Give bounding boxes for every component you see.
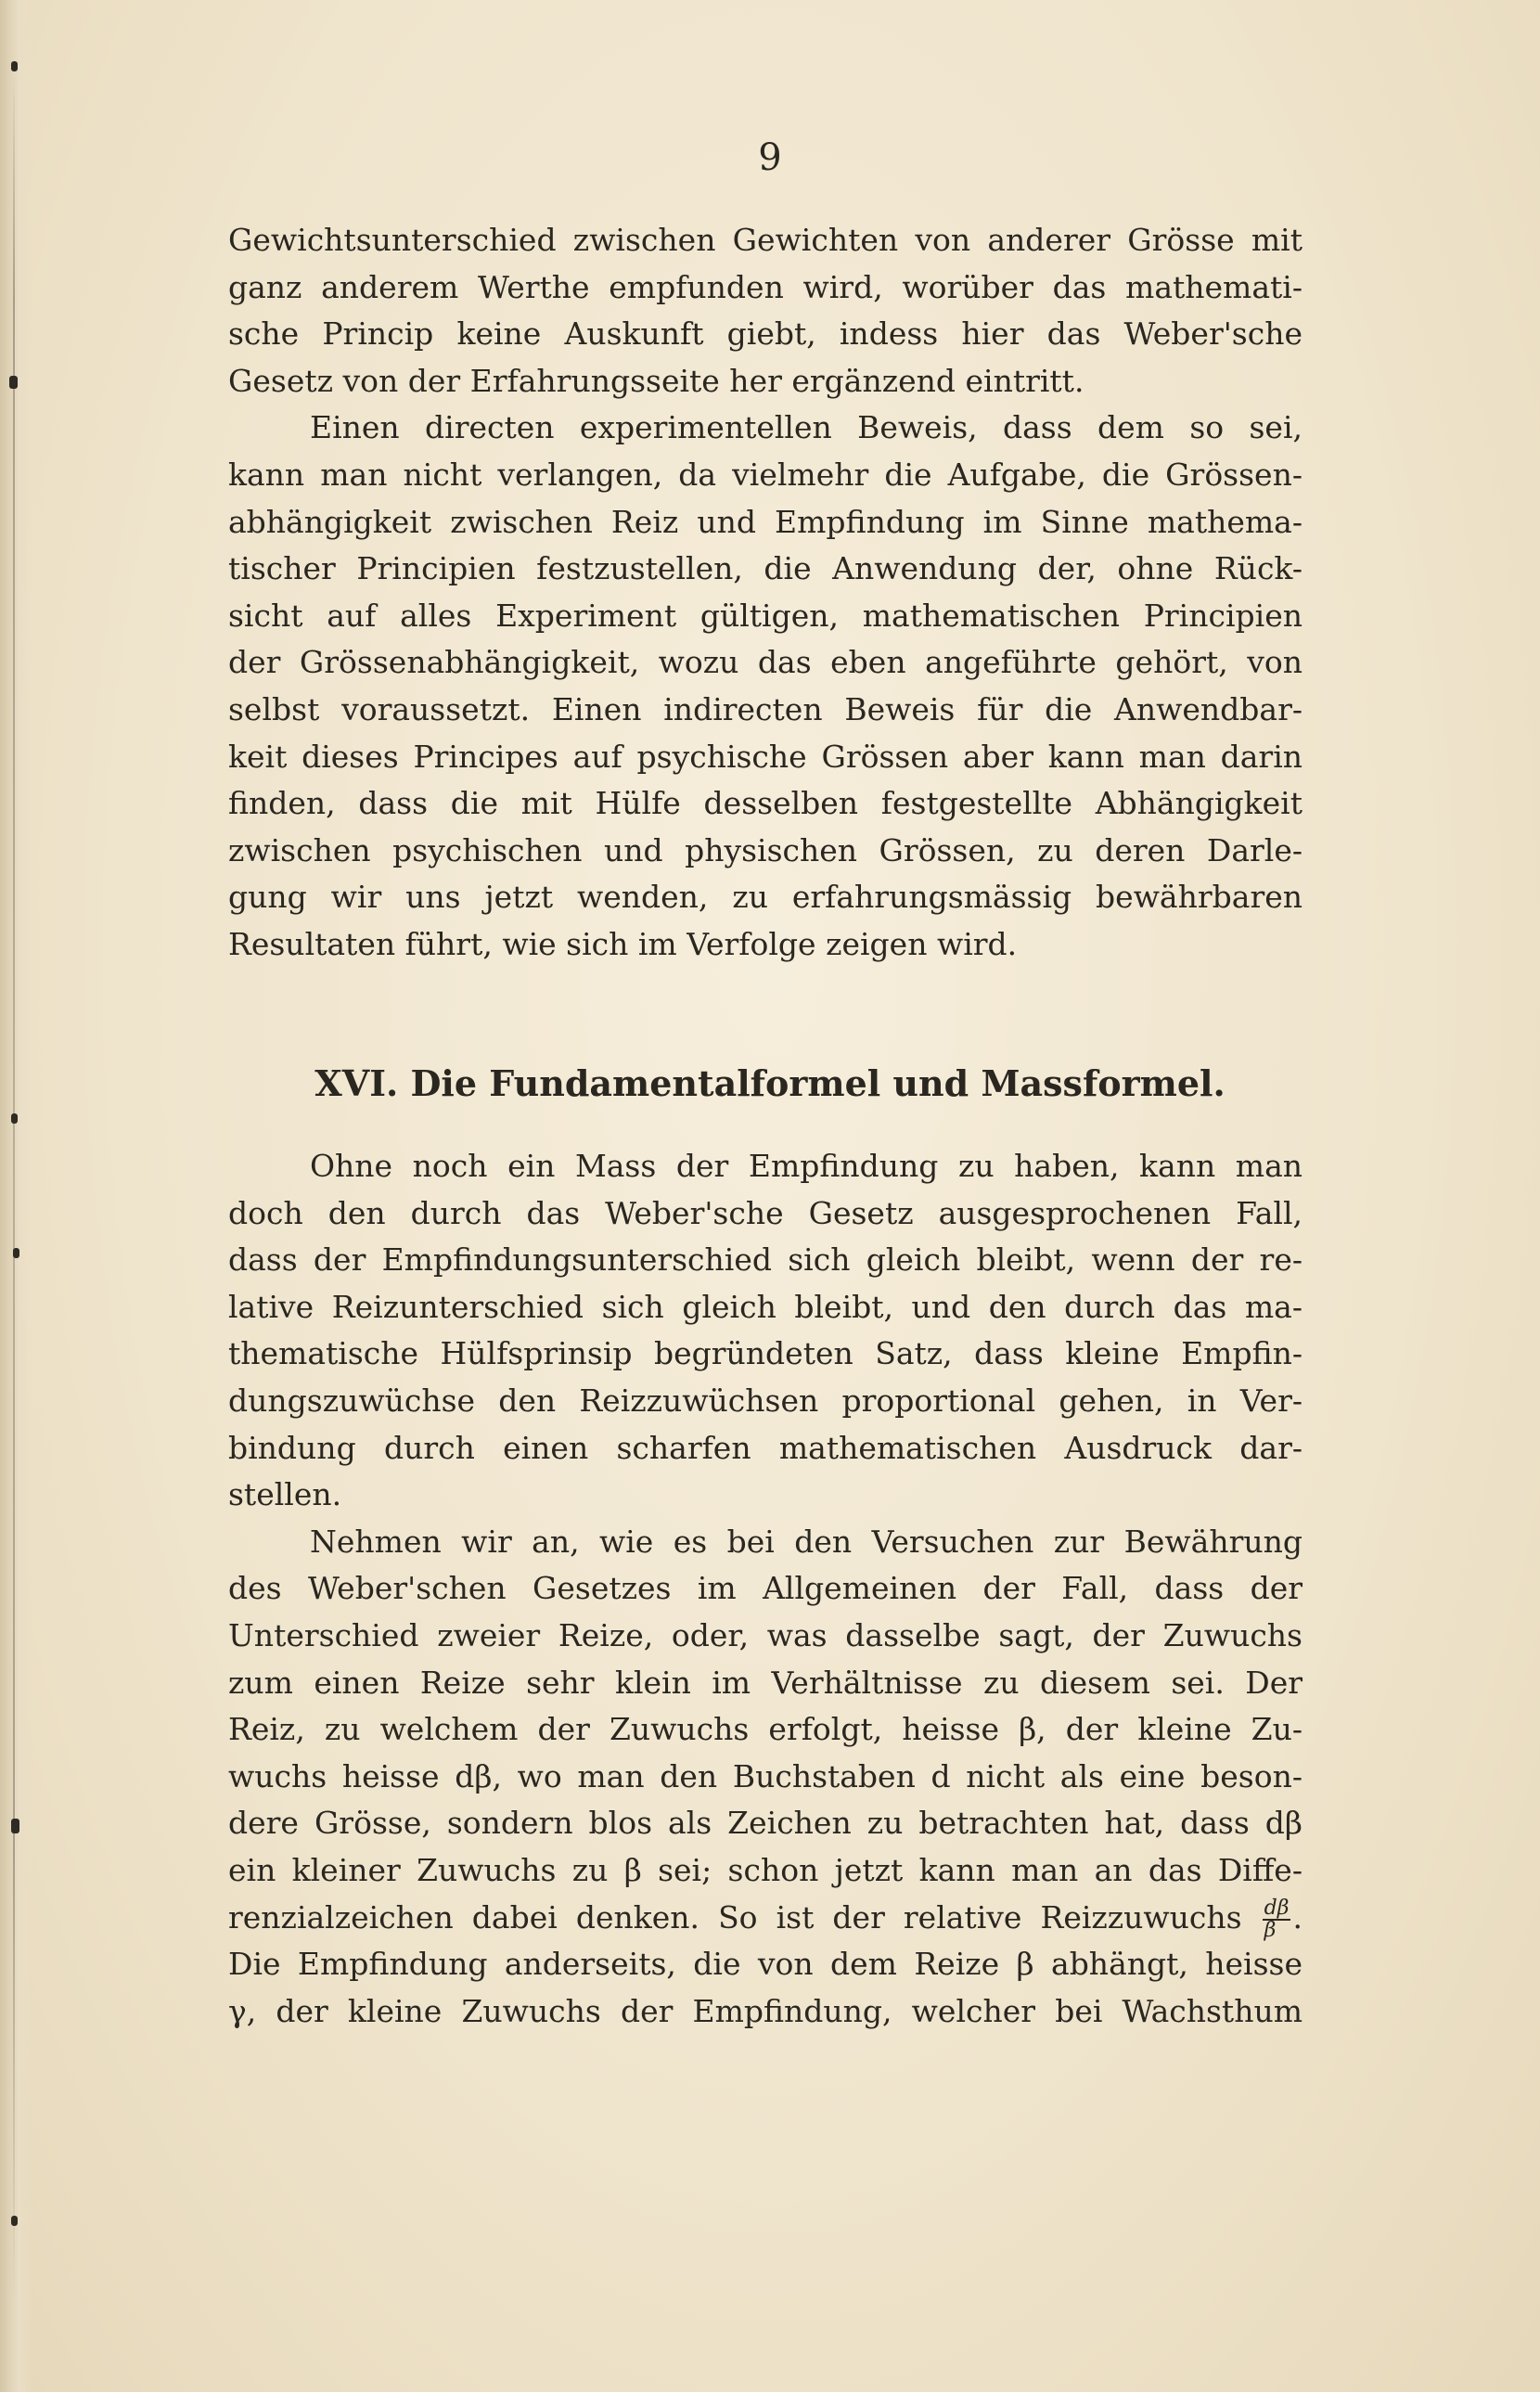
text-line: gung wir uns jetzt wenden, zu erfahrungsmässig bewährbaren <box>228 879 1303 916</box>
text-line: der Grössenabhängigkeit, wozu das eben angeführte gehört, von <box>228 644 1303 681</box>
fraction-numerator: dβ <box>1264 1896 1290 1920</box>
text-line: selbst voraussetzt. Einen indirecten Beweis für die Anwendbar- <box>228 690 1303 727</box>
text-line: thematische Hülfsprinsip begründeten Satz, dass kleine Empfin- <box>228 1335 1303 1372</box>
text-line: stellen. <box>228 1476 342 1513</box>
fraction <box>1263 1898 1291 1941</box>
text-line: dere Grösse, sondern blos als Zeichen zu betrachten hat, dass dβ <box>228 1805 1303 1842</box>
ink-speck <box>11 2216 18 2226</box>
text-line: lative Reizunterschied sich gleich bleibt, und den durch das ma- <box>228 1288 1303 1325</box>
text-line: Resultaten führt, wie sich im Verfolge zeigen wird. <box>228 925 1018 962</box>
text-line: dungszuwüchse den Reizzuwüchsen proportional gehen, in Ver- <box>228 1382 1303 1419</box>
text-line: abhängigkeit zwischen Reiz und Empfindung im Sinne mathema- <box>228 503 1303 540</box>
text-line: Die Empfindung anderseits, die von dem Reize β abhängt, heisse <box>228 1946 1303 1983</box>
text-line: Gewichtsunterschied zwischen Gewichten von anderer Grösse mit <box>228 222 1303 258</box>
text-line: zwischen psychischen und physischen Grössen, zu deren Darle- <box>228 831 1303 868</box>
text-line: Gesetz von der Erfahrungsseite her ergänzend eintritt. <box>228 362 1084 399</box>
binding-gutter <box>0 0 32 2392</box>
text-line: dass der Empfindungsunterschied sich gleich bleibt, wenn der re- <box>228 1241 1303 1279</box>
text-line: kann man nicht verlangen, da vielmehr die Aufgabe, die Grössen- <box>228 456 1303 493</box>
text-line: keit dieses Principes auf psychische Grössen aber kann man darin <box>228 738 1303 775</box>
ink-speck <box>11 1113 18 1124</box>
ink-speck <box>11 61 18 71</box>
text-line: tischer Principien festzustellen, die Anwendung der, ohne Rück- <box>228 550 1303 587</box>
text-line: Reiz, zu welchem der Zuwuchs erfolgt, heisse β, der kleine Zu- <box>228 1711 1303 1748</box>
text-line: ein kleiner Zuwuchs zu β sei; schon jetzt kann man an das Diffe- <box>228 1851 1303 1888</box>
ink-speck <box>11 1819 19 1833</box>
text-line: sicht auf alles Experiment gültigen, mathematischen Principien <box>228 597 1303 634</box>
text-line: renzialzeichen dabei denken. So ist der relative Reizzuwuchs <box>228 1898 1242 1935</box>
text-line: Ohne noch ein Mass der Empfindung zu haben, kann man <box>310 1148 1303 1184</box>
page-number: 9 <box>758 136 782 179</box>
text-line-with-fraction <box>228 1895 1303 1942</box>
text-line: Unterschied zweier Reize, oder, was dasselbe sagt, der Zuwuchs <box>228 1616 1303 1653</box>
text-line: zum einen Reize sehr klein im Verhältnisse zu diesem sei. Der <box>228 1664 1303 1701</box>
text-line: bindung durch einen scharfen mathematischen Ausdruck dar- <box>228 1429 1303 1466</box>
ink-speck <box>13 1248 19 1258</box>
text-line: Nehmen wir an, wie es bei den Versuchen zur Bewährung <box>310 1523 1303 1560</box>
text-line: γ, der kleine Zuwuchs der Empfindung, welcher bei Wachsthum <box>228 1992 1303 2029</box>
text-line: sche Princip keine Auskunft giebt, indess hier das Weber'sche <box>228 315 1303 353</box>
fraction-suffix: . <box>1292 1898 1303 1935</box>
paragraph-block-1 <box>228 217 1303 969</box>
section-heading: XVI. Die Fundamentalformel und Massformel. <box>314 1062 1226 1104</box>
text-line: finden, dass die mit Hülfe desselben festgestellte Abhängigkeit <box>228 785 1303 822</box>
ink-speck <box>9 376 18 389</box>
fraction-denominator: β <box>1264 1918 1277 1942</box>
text-line: des Weber'schen Gesetzes im Allgemeinen der Fall, dass der <box>228 1570 1303 1607</box>
text-line: ganz anderem Werthe empfunden wird, worüber das mathemati- <box>228 268 1303 305</box>
text-line: Einen directen experimentellen Beweis, dass dem so sei, <box>310 409 1303 446</box>
paragraph-block-2 <box>228 1143 1303 2035</box>
text-line: doch den durch das Weber'sche Gesetz ausgesprochenen Fall, <box>228 1194 1303 1231</box>
binding-edge-line <box>13 74 15 2301</box>
text-line: wuchs heisse dβ, wo man den Buchstaben d nicht als eine beson- <box>228 1757 1303 1794</box>
